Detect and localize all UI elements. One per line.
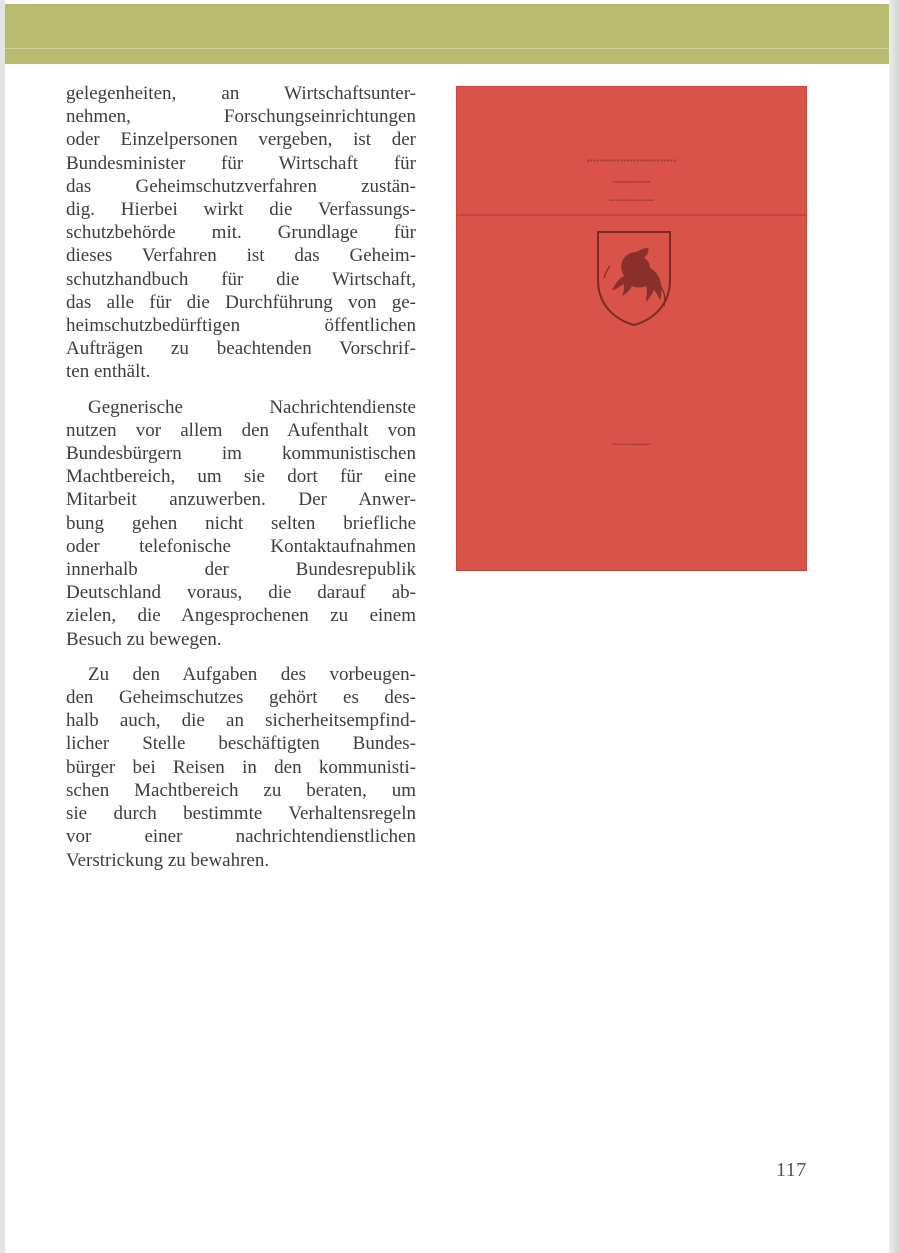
text-line: innerhalb der Bundesrepublik [66, 559, 416, 581]
text-line: oder telefonische Kontaktaufnahmen [66, 535, 416, 557]
text-line: bürger bei Reisen in den kommunisti- [66, 756, 416, 778]
text-line: Mitarbeit anzuwerben. Der Anwer- [66, 489, 416, 511]
text-line: das alle für die Durchführung von ge- [66, 291, 416, 313]
text-line: schutzbehörde mit. Grundlage für [66, 222, 416, 244]
text-line: den Geheimschutzes gehört es des- [66, 687, 416, 709]
text-line: heimschutzbedürftigen öffentlichen [66, 315, 416, 337]
scan-edge-right [889, 0, 900, 1253]
cover-subtitle-illegible: ▪▪▪▪▪▪▪▪▪▪▪▪▪▪▪▪▪▪▪▪▪ [609, 198, 654, 204]
text-line: halb auch, die an sicherheitsempfind- [66, 710, 416, 732]
cover-title-illegible: ▪▪▪▪▪▪▪▪▪▪▪▪▪▪▪▪▪▪▪▪▪▪▪▪▪▪▪ [586, 156, 677, 165]
paragraph-1 [66, 82, 416, 384]
text-line: Bundesbürgern im kommunistischen [66, 443, 416, 465]
text-line: Deutschland voraus, die darauf ab- [66, 582, 416, 604]
cover-footer-illegible: ▪▪▪▪▪▪▪▪▪▪▪▪▪▪▪▪▪▪ [612, 442, 651, 448]
text-line: zielen, die Angesprochenen zu einem [66, 605, 416, 627]
body-text-column [66, 82, 416, 884]
text-line: Besuch zu bewegen. [66, 628, 222, 650]
text-line: vor einer nachrichtendienstlichen [66, 826, 416, 848]
paragraph-2 [66, 396, 416, 651]
text-line: licher Stelle beschäftigten Bundes- [66, 733, 416, 755]
text-line: Bundesminister für Wirtschaft für [66, 152, 416, 174]
text-line: das Geheimschutzverfahren zustän- [66, 175, 416, 197]
text-line: Gegnerische Nachrichtendienste [88, 396, 416, 418]
text-line: Verstrickung zu bewahren. [66, 849, 270, 871]
text-line: Zu den Aufgaben des vorbeugen- [88, 663, 416, 685]
page-number: 117 [776, 1159, 807, 1181]
text-line: schutzhandbuch für die Wirtschaft, [66, 268, 416, 290]
cover-divider [456, 214, 807, 216]
text-line: nutzen vor allem den Aufenthalt von [66, 419, 416, 441]
paragraph-3 [66, 663, 416, 872]
report-cover-image [456, 86, 807, 571]
text-line: Aufträgen zu beachtenden Vorschrif- [66, 338, 416, 360]
text-line: gelegenheiten, an Wirtschaftsunter- [66, 83, 416, 104]
text-line: bung gehen nicht selten briefliche [66, 512, 416, 534]
text-line: schen Machtbereich zu beraten, um [66, 779, 416, 801]
scan-edge-left [0, 0, 5, 1253]
cover-subtitle-illegible: ▪▪▪▪▪▪▪▪▪▪▪▪▪▪▪ [612, 178, 651, 186]
header-band-line [5, 48, 889, 49]
text-line: dieses Verfahren ist das Geheim- [66, 245, 416, 267]
text-line: nehmen, Forschungseinrichtungen [66, 106, 416, 128]
text-line: Machtbereich, um sie dort für eine [66, 466, 416, 488]
coat-of-arms-horse-icon [594, 228, 674, 328]
text-line: ten enthält. [66, 361, 151, 383]
text-line: dig. Hierbei wirkt die Verfassungs- [66, 199, 416, 221]
text-line: sie durch bestimmte Verhaltensregeln [66, 803, 416, 825]
text-line: oder Einzelpersonen vergeben, ist der [66, 129, 416, 151]
header-color-band [5, 4, 889, 64]
